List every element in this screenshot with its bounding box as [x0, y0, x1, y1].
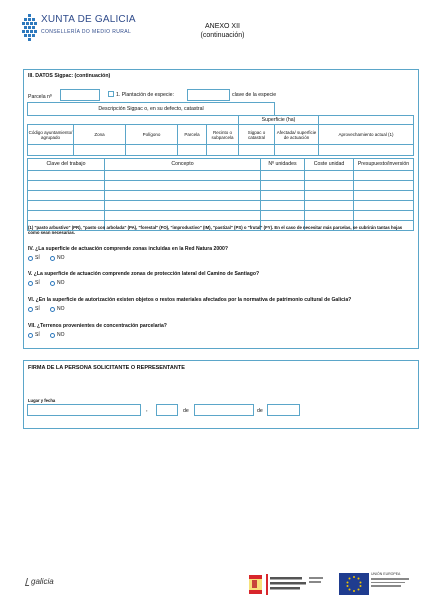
cell-input[interactable]	[105, 171, 261, 181]
comma: ,	[146, 407, 148, 413]
col-polygon: Polígono	[126, 125, 178, 145]
cell-input[interactable]	[74, 145, 126, 156]
de-label: de	[257, 408, 263, 414]
yes-label: SÍ	[35, 280, 40, 286]
cell-input[interactable]	[28, 181, 105, 191]
eu-fund-text	[371, 578, 409, 587]
cell-input[interactable]	[354, 211, 414, 221]
species-key-label: clave de la especie	[232, 92, 277, 98]
cell-input[interactable]	[105, 181, 261, 191]
option-no[interactable]	[50, 255, 65, 261]
yes-label: SÍ	[35, 306, 40, 312]
galicia-logo	[26, 577, 54, 586]
cell-input[interactable]	[105, 191, 261, 201]
col-work-key: Clave del trabajo	[28, 159, 105, 171]
cell-input[interactable]	[354, 201, 414, 211]
cell-input[interactable]	[305, 181, 354, 191]
spain-government-logo	[249, 574, 325, 595]
col-current-use: Aprovechamiento actual (1)	[319, 125, 414, 145]
xunta-emblem-icon	[22, 14, 38, 42]
parcel-number-input[interactable]	[60, 89, 100, 101]
radio-icon[interactable]	[50, 307, 55, 312]
option-no[interactable]	[50, 280, 65, 286]
place-date-label: Lugar y fecha	[28, 398, 56, 403]
no-label: NO	[57, 306, 65, 312]
radio-icon[interactable]	[28, 333, 33, 338]
cell-input[interactable]	[126, 145, 178, 156]
no-label: NO	[57, 280, 65, 286]
parcel-table	[27, 102, 414, 156]
planting-checkbox[interactable]	[108, 91, 114, 97]
col-enclosure: Recinto o subparcela	[207, 125, 239, 145]
footnote: (1) "pasto arbustivo" (PR), "pasto con arbolada" (PA), "forestal" (FO), "improductivo" (IM), "pastizal" (PS) o "frutal" (FY). En el caso de necesitar más parcelas, se cubrirán tantas hojas como sean necesarias.	[28, 225, 403, 236]
cell-input[interactable]	[354, 171, 414, 181]
de-label: de	[183, 408, 189, 414]
cell-input[interactable]	[28, 145, 74, 156]
question-concentration: VII. ¿Terrenos provenientes de concentración parcelaria?	[28, 323, 167, 329]
eu-label: UNIÓN EUROPEA	[371, 572, 401, 576]
cell-input[interactable]	[105, 211, 261, 221]
cell-input[interactable]	[319, 145, 414, 156]
desc-header: Descripción Sigpac o, en su defecto, catastral	[28, 103, 275, 116]
col-parcel: Parcela	[178, 125, 207, 145]
month-input[interactable]	[194, 404, 254, 416]
galicia-wordmark: galicia	[31, 577, 54, 586]
col-unit-cost: Coste unidad	[305, 159, 354, 171]
spain-government-icon	[249, 574, 325, 595]
col-affected-area: Afectada/ superficie de actuación	[275, 125, 319, 145]
annex-heading	[190, 23, 255, 40]
option-yes[interactable]	[28, 332, 40, 338]
org-name: XUNTA DE GALICIA	[41, 14, 136, 25]
col-sigpac-area: Sigpac o catastral	[239, 125, 275, 145]
option-yes[interactable]	[28, 280, 40, 286]
yes-label: SÍ	[35, 332, 40, 338]
cell-input[interactable]	[28, 171, 105, 181]
radio-icon[interactable]	[28, 281, 33, 286]
place-input[interactable]	[27, 404, 141, 416]
col-budget: Presupuesto/inversión	[354, 159, 414, 171]
species-input[interactable]	[187, 89, 230, 101]
no-label: NO	[57, 332, 65, 338]
radio-icon[interactable]	[50, 333, 55, 338]
question-heritage: VI. ¿En la superficie de autorización existen objetos o restos materiales afectados por la normativa de patrimonio cultural de Galicia?	[28, 297, 352, 303]
cell-input[interactable]	[275, 145, 319, 156]
cell-input[interactable]	[305, 201, 354, 211]
col-municipality: Código ayuntamiento/ agrupado	[28, 125, 74, 145]
option-no[interactable]	[50, 332, 65, 338]
option-yes[interactable]	[28, 255, 40, 261]
signature-section	[23, 360, 419, 429]
cell-input[interactable]	[305, 171, 354, 181]
cell-input[interactable]	[261, 191, 305, 201]
cell-input[interactable]	[28, 191, 105, 201]
signature-title: FIRMA DE LA PERSONA SOLICITANTE O REPRESENTANTE	[28, 365, 185, 371]
cell-input[interactable]	[239, 145, 275, 156]
cell-input[interactable]	[178, 145, 207, 156]
option-no[interactable]	[50, 306, 65, 312]
cell-input[interactable]	[354, 181, 414, 191]
radio-icon[interactable]	[28, 307, 33, 312]
cell-input[interactable]	[207, 145, 239, 156]
cell-input[interactable]	[261, 171, 305, 181]
cell-input[interactable]	[354, 191, 414, 201]
work-table	[27, 158, 414, 231]
cell-input[interactable]	[261, 211, 305, 221]
col-concept: Concepto	[105, 159, 261, 171]
col-units: Nº unidades	[261, 159, 305, 171]
radio-icon[interactable]	[50, 281, 55, 286]
no-label: NO	[57, 255, 65, 261]
parcel-label: Parcela nº	[28, 94, 52, 100]
radio-icon[interactable]	[28, 256, 33, 261]
cell-input[interactable]	[261, 181, 305, 191]
cell-input[interactable]	[105, 201, 261, 211]
annex-title: ANEXO XII	[204, 23, 240, 30]
year-input[interactable]	[267, 404, 300, 416]
cell-input[interactable]	[305, 211, 354, 221]
question-natura: IV. ¿La superficie de actuación comprende zonas incluidas en la Red Natura 2000?	[28, 246, 228, 252]
xunta-logo	[22, 14, 136, 42]
sigpac-section	[23, 69, 419, 349]
section-title: III. DATOS Sigpac: (continuación)	[28, 73, 111, 79]
cell-input[interactable]	[261, 201, 305, 211]
cell-input[interactable]	[305, 191, 354, 201]
yes-label: SÍ	[35, 255, 40, 261]
eu-flag-icon	[339, 573, 369, 595]
day-input[interactable]	[156, 404, 178, 416]
col-zone: Zona	[74, 125, 126, 145]
planting-label: 1. Plantación de especie:	[116, 92, 174, 98]
cell-input[interactable]	[28, 211, 105, 221]
option-yes[interactable]	[28, 306, 40, 312]
annex-subtitle: (continuación)	[200, 31, 245, 39]
radio-icon[interactable]	[50, 256, 55, 261]
department-name: CONSELLERÍA DO MEDIO RURAL	[41, 29, 132, 35]
area-header: Superficie (ha)	[239, 116, 319, 125]
question-camino: V. ¿La superficie de actuación comprende zonas de protección lateral del Camino de Santiago?	[28, 271, 260, 277]
cell-input[interactable]	[28, 201, 105, 211]
